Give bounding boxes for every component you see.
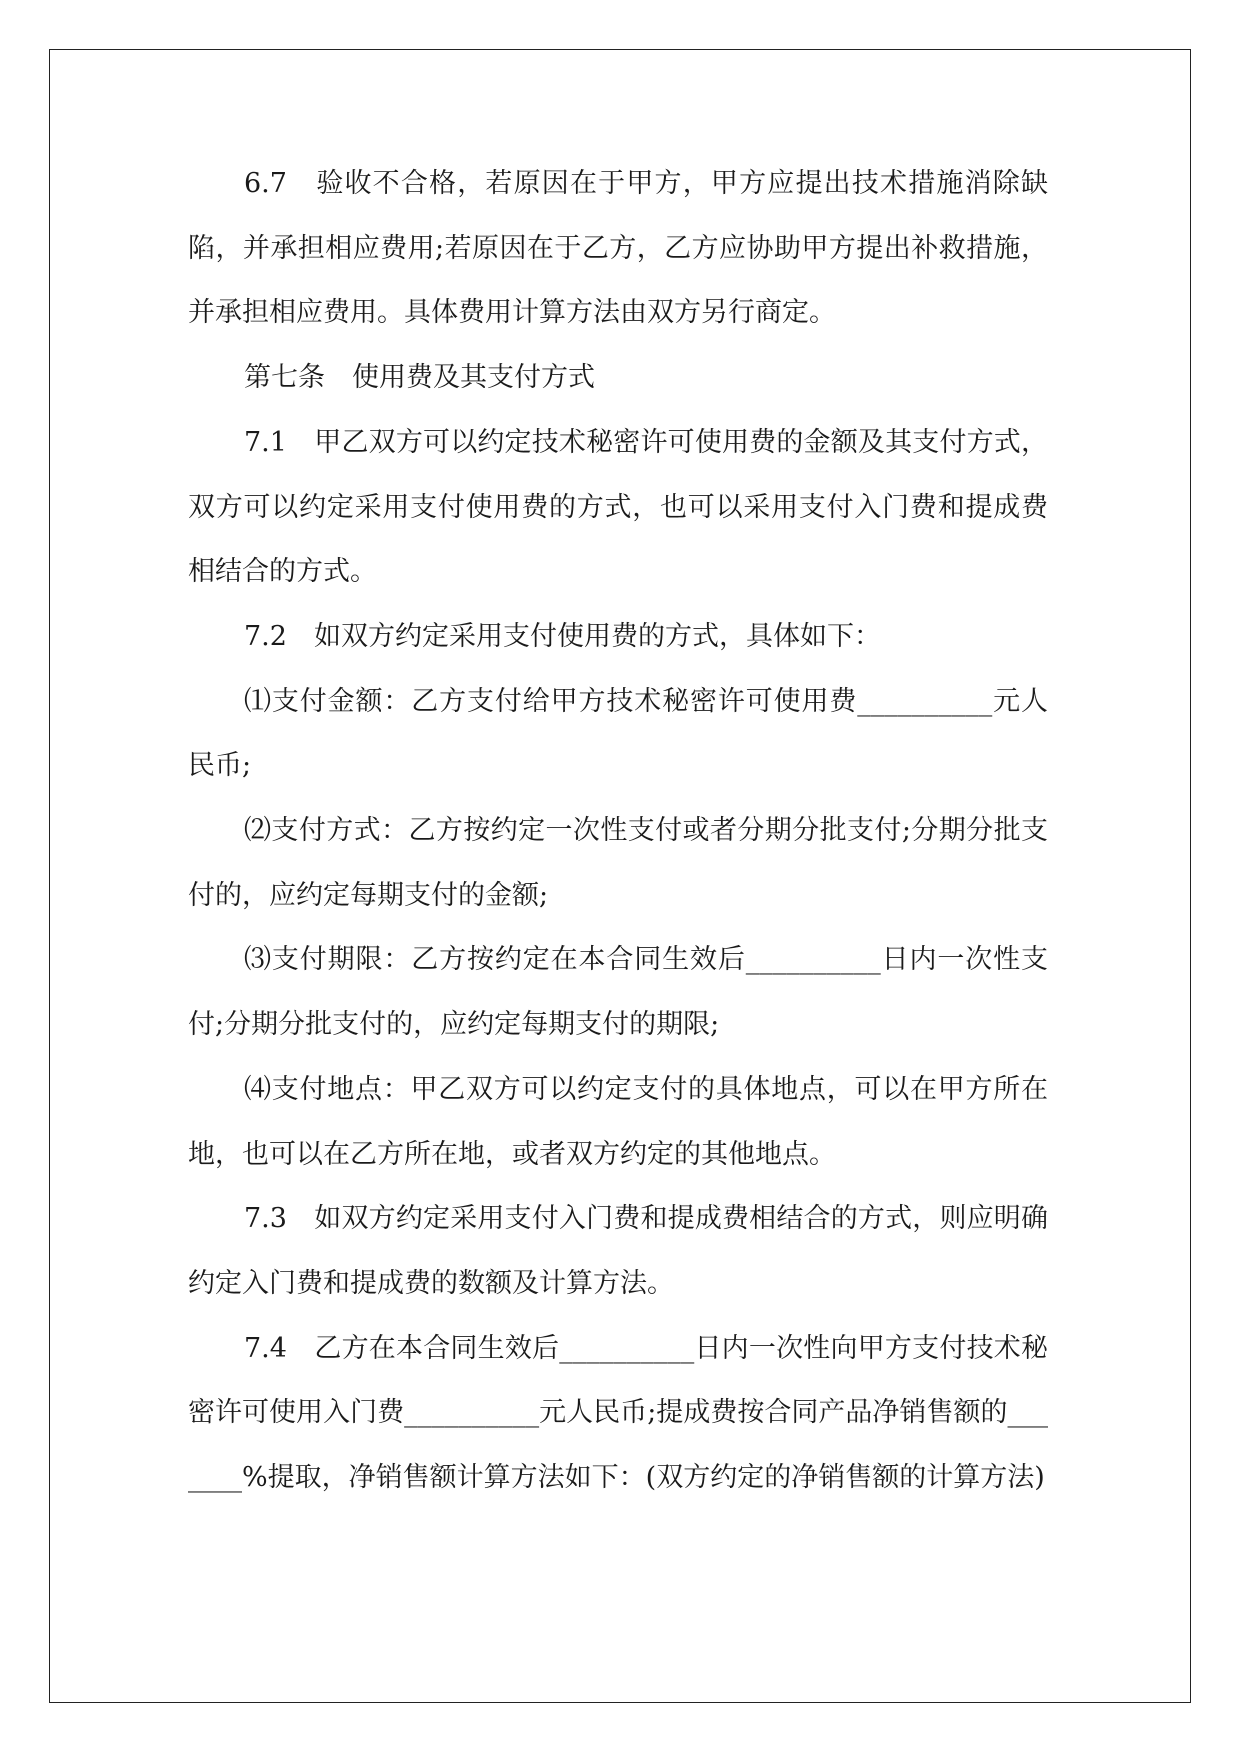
clause-7-3: 7.3 如双方约定采用支付入门费和提成费相结合的方式，则应明确约定入门费和提成费的数额及计算方法。 [188, 1203, 1048, 1299]
clause-6-7: 6.7 验收不合格，若原因在于甲方，甲方应提出技术措施消除缺陷，并承担相应费用;若原因在于乙方，乙方应协助甲方提出补救措施，并承担相应费用。具体费用计算方法由双方另行商定。 [188, 168, 1048, 329]
clause-7-2-item-2: ⑵支付方式：乙方按约定一次性支付或者分期分批支付;分期分批支付的，应约定每期支付的金额; [188, 815, 1048, 911]
document-body [188, 152, 1048, 1511]
clause-7-2-item-3: ⑶支付期限：乙方按约定在本合同生效后__________日内一次性支付;分期分批支付的，应约定每期支付的期限; [188, 944, 1048, 1041]
clause-7-1: 7.1 甲乙双方可以约定技术秘密许可使用费的金额及其支付方式，双方可以约定采用支付使用费的方式，也可以采用支付入门费和提成费相结合的方式。 [188, 426, 1048, 588]
clause-7-2: 7.2 如双方约定采用支付使用费的方式，具体如下： [244, 620, 881, 652]
clause-7-2-item-4: ⑷支付地点：甲乙双方可以约定支付的具体地点，可以在甲方所在地，也可以在乙方所在地，或者双方约定的其他地点。 [188, 1073, 1048, 1170]
clause-7-2-item-1: ⑴支付金额：乙方支付给甲方技术秘密许可使用费__________元人民币; [188, 685, 1048, 782]
article-7-heading: 第七条 使用费及其支付方式 [244, 362, 595, 394]
clause-7-4: 7.4 乙方在本合同生效后__________日内一次性向甲方支付技术秘密许可使用入门费__________元人民币;提成费按合同产品净销售额的_______%提取，净销售额计算方法如下：(双方约定的净销售额的计算方法) [188, 1332, 1048, 1494]
